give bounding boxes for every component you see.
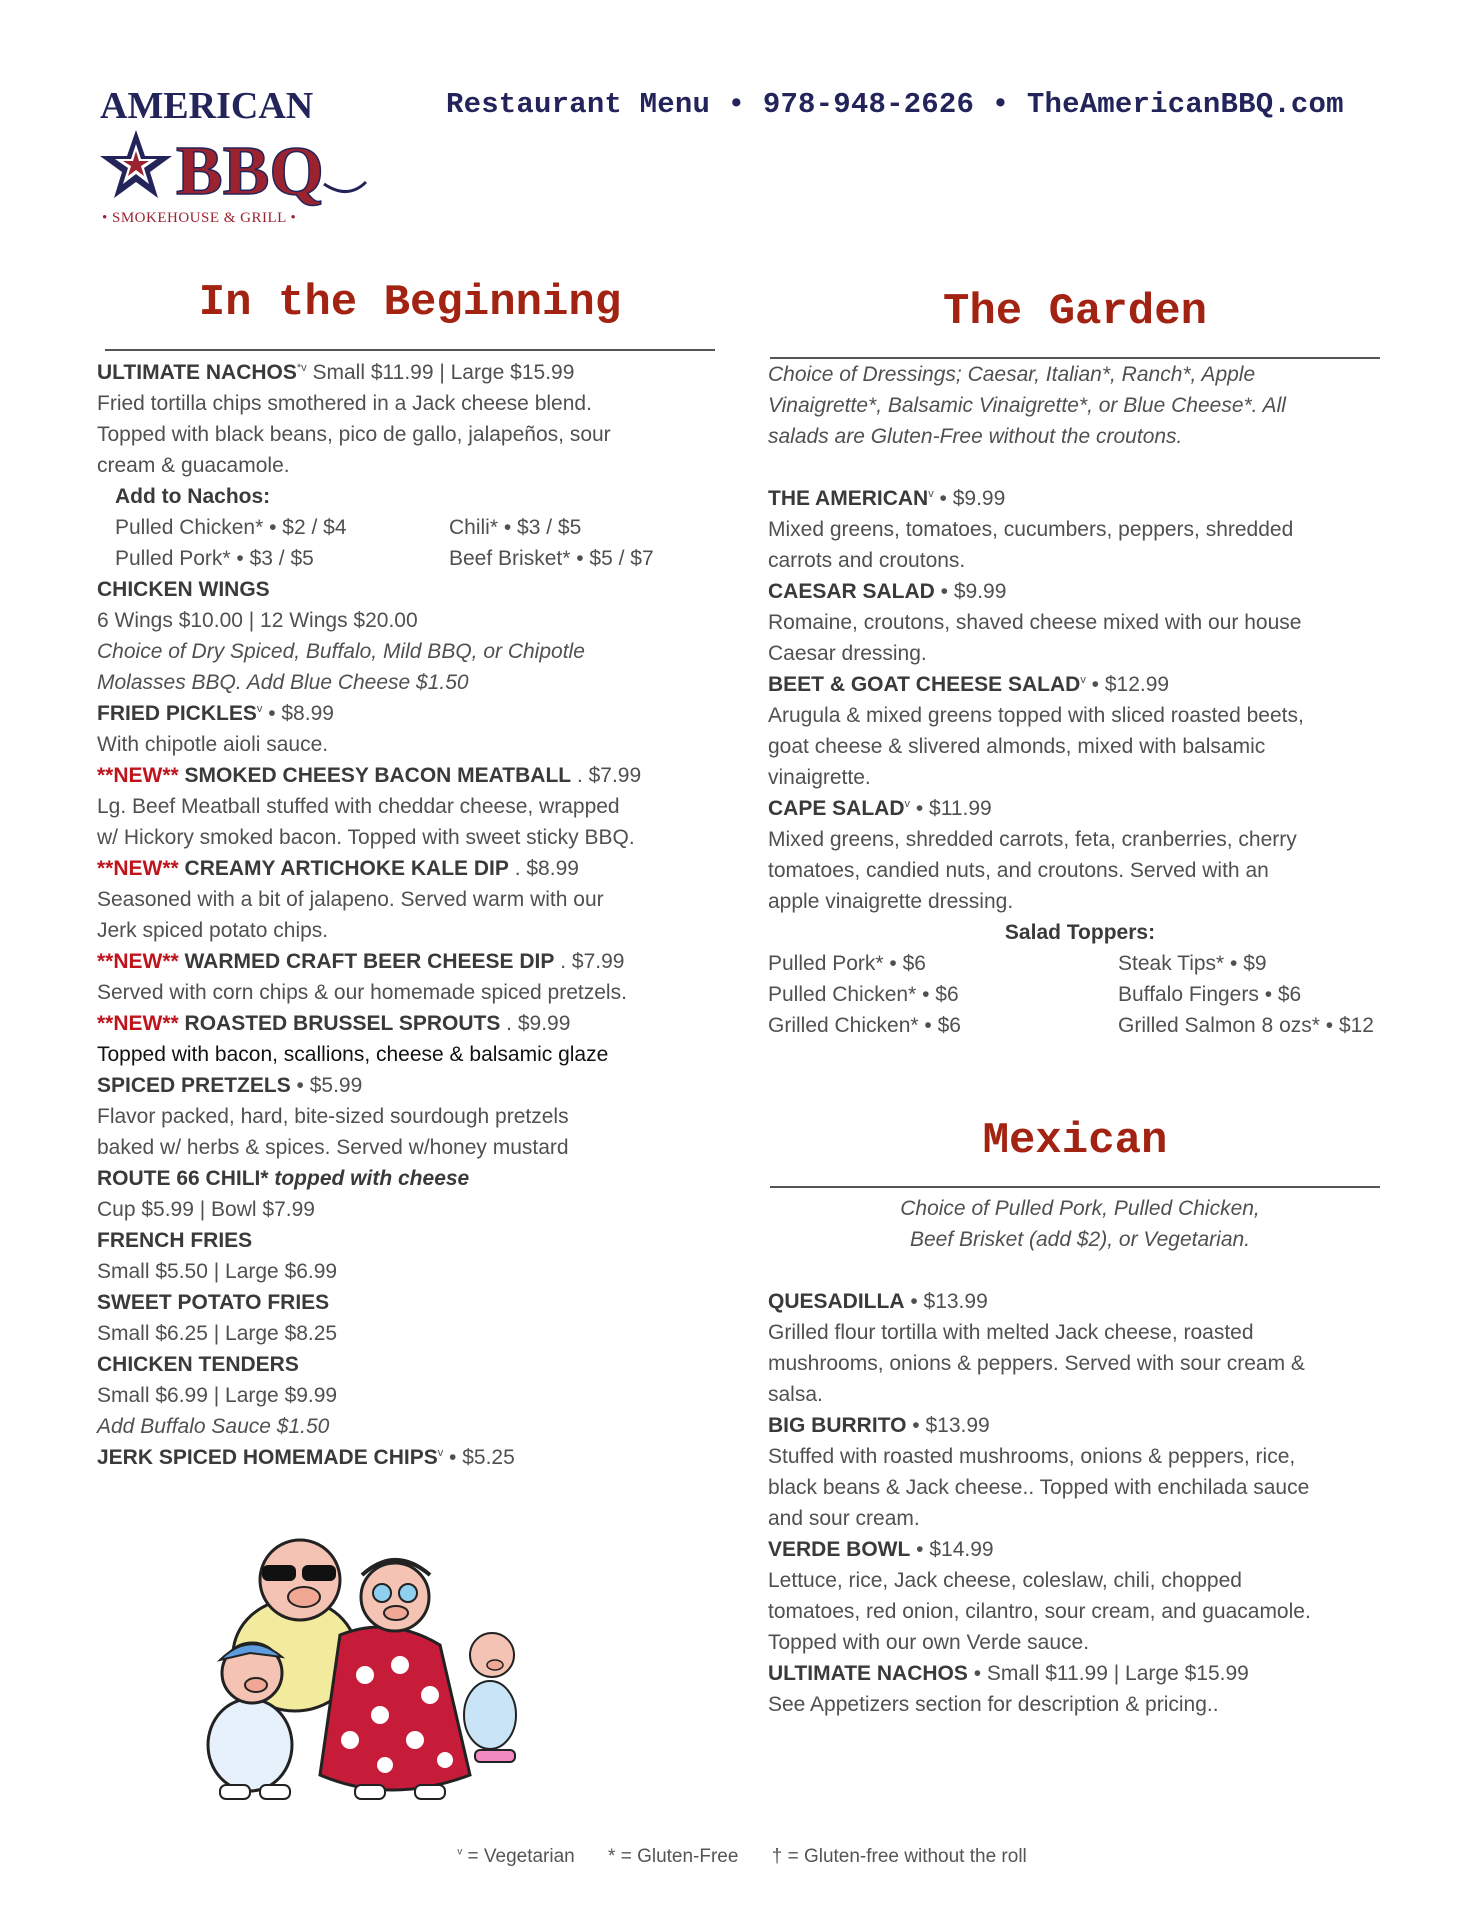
item-description: mushrooms, onions & peppers. Served with sour cream & bbox=[768, 1352, 1305, 1375]
item-description: Add Buffalo Sauce $1.50 bbox=[97, 1415, 330, 1438]
item-description: Topped with black beans, pico de gallo, jalapeños, sour bbox=[97, 423, 611, 446]
item-name: WARMED CRAFT BEER CHEESE DIP bbox=[178, 950, 555, 973]
item-price: Small $6.25 | Large $8.25 bbox=[97, 1322, 338, 1345]
section-title-mexican: Mexican bbox=[982, 1116, 1168, 1166]
item-description: Molasses BBQ. Add Blue Cheese $1.50 bbox=[97, 671, 469, 694]
header-contact-line: Restaurant Menu • 978-948-2626 • TheAmericanBBQ.com bbox=[446, 88, 1344, 121]
item-description: Topped with bacon, scallions, cheese & balsamic glaze bbox=[97, 1043, 609, 1066]
item-description: Fried tortilla chips smothered in a Jack cheese blend. bbox=[97, 392, 592, 415]
item-name: ROASTED BRUSSEL SPROUTS bbox=[178, 1012, 501, 1035]
menu-item bbox=[97, 1070, 737, 1101]
menu-item bbox=[97, 1008, 737, 1039]
item-description: Stuffed with roasted mushrooms, onions & peppers, rice, bbox=[768, 1445, 1296, 1468]
item-description: black beans & Jack cheese.. Topped with enchilada sauce bbox=[768, 1476, 1310, 1499]
restaurant-logo bbox=[98, 84, 378, 234]
dietary-mark: v bbox=[256, 703, 263, 715]
add-ons-grid bbox=[97, 512, 737, 574]
item-name: ULTIMATE NACHOS bbox=[768, 1662, 968, 1685]
item-description: Mixed greens, tomatoes, cucumbers, peppers, shredded bbox=[768, 518, 1294, 541]
legend-veg-text: = Vegetarian bbox=[462, 1846, 575, 1867]
menu-item bbox=[97, 853, 737, 884]
item-description: carrots and croutons. bbox=[768, 549, 966, 572]
item-price: • $14.99 bbox=[910, 1538, 994, 1561]
item-name: CREAMY ARTICHOKE KALE DIP bbox=[178, 857, 509, 880]
item-name: THE AMERICAN bbox=[768, 487, 929, 510]
beginning-column bbox=[97, 357, 737, 1473]
item-description: salsa. bbox=[768, 1383, 823, 1406]
item-description: tomatoes, candied nuts, and croutons. Served with an bbox=[768, 859, 1269, 882]
add-on-item: Beef Brisket* • $5 / $7 bbox=[449, 547, 654, 570]
dressing-note: Vinaigrette*, Balsamic Vinaigrette*, or Blue Cheese*. All bbox=[768, 394, 1286, 417]
item-description: Served with corn chips & our homemade spiced pretzels. bbox=[97, 981, 627, 1004]
dietary-mark: v bbox=[904, 798, 911, 810]
item-description: Seasoned with a bit of jalapeno. Served warm with our bbox=[97, 888, 604, 911]
dietary-mark: v bbox=[437, 1447, 444, 1459]
item-description: Lg. Beef Meatball stuffed with cheddar cheese, wrapped bbox=[97, 795, 620, 818]
item-price: • $13.99 bbox=[906, 1414, 990, 1437]
item-description: Jerk spiced potato chips. bbox=[97, 919, 329, 942]
item-price: Small $5.50 | Large $6.99 bbox=[97, 1260, 338, 1283]
logo-american-text: AMERICAN bbox=[100, 85, 314, 127]
item-name: SPICED PRETZELS bbox=[97, 1074, 291, 1097]
item-description: Romaine, croutons, shaved cheese mixed with our house bbox=[768, 611, 1302, 634]
dressing-note: salads are Gluten-Free without the croutons. bbox=[768, 425, 1183, 448]
item-description: See Appetizers section for description & pricing.. bbox=[768, 1693, 1219, 1716]
item-name: CAESAR SALAD bbox=[768, 580, 935, 603]
dietary-mark: v bbox=[1080, 674, 1086, 686]
item-price: • $5.99 bbox=[290, 1074, 363, 1097]
menu-item bbox=[97, 357, 737, 388]
menu-item bbox=[768, 1286, 1418, 1317]
item-name: JERK SPICED HOMEMADE CHIPS bbox=[97, 1446, 438, 1469]
logo-swoosh bbox=[324, 182, 366, 192]
item-name: FRENCH FRIES bbox=[97, 1229, 253, 1252]
menu-item bbox=[768, 669, 1418, 700]
dressing-note: Choice of Dressings; Caesar, Italian*, Ranch*, Apple bbox=[768, 363, 1256, 386]
item-price: Small $6.99 | Large $9.99 bbox=[97, 1384, 338, 1407]
item-name: FRIED PICKLES bbox=[97, 702, 257, 725]
topper-item: Buffalo Fingers • $6 bbox=[1118, 983, 1302, 1006]
item-description: baked w/ herbs & spices. Served w/honey mustard bbox=[97, 1136, 569, 1159]
item-description: Choice of Dry Spiced, Buffalo, Mild BBQ, or Chipotle bbox=[97, 640, 585, 663]
item-name: BIG BURRITO bbox=[768, 1414, 907, 1437]
dietary-legend bbox=[0, 1846, 1484, 1868]
topper-item: Grilled Chicken* • $6 bbox=[768, 1014, 961, 1037]
item-name: CHICKEN TENDERS bbox=[97, 1353, 299, 1376]
item-price: . $7.99 bbox=[571, 764, 642, 787]
item-description: Grilled flour tortilla with melted Jack cheese, roasted bbox=[768, 1321, 1254, 1344]
protein-note: Choice of Pulled Pork, Pulled Chicken, bbox=[900, 1197, 1260, 1220]
menu-item bbox=[768, 1658, 1418, 1689]
item-name: ULTIMATE NACHOS bbox=[97, 361, 297, 384]
item-name: CHICKEN WINGS bbox=[97, 578, 270, 601]
item-price: • $9.99 bbox=[934, 580, 1007, 603]
item-price: • $9.99 bbox=[933, 487, 1006, 510]
item-extra: topped with cheese bbox=[268, 1167, 470, 1190]
add-to-nachos-heading: Add to Nachos: bbox=[115, 485, 271, 508]
add-on-item: Pulled Chicken* • $2 / $4 bbox=[115, 516, 347, 539]
item-description: apple vinaigrette dressing. bbox=[768, 890, 1014, 913]
item-name: SWEET POTATO FRIES bbox=[97, 1291, 330, 1314]
item-price: . $9.99 bbox=[500, 1012, 571, 1035]
topper-item: Grilled Salmon 8 ozs* • $12 bbox=[1118, 1014, 1374, 1037]
item-price: • $8.99 bbox=[262, 702, 334, 725]
item-name: VERDE BOWL bbox=[768, 1538, 911, 1561]
mexican-column bbox=[768, 1193, 1418, 1720]
salad-toppers-heading: Salad Toppers: bbox=[1004, 921, 1156, 944]
item-description: Caesar dressing. bbox=[768, 642, 927, 665]
new-badge: **NEW** bbox=[97, 1012, 179, 1035]
logo-tagline: • SMOKEHOUSE & GRILL • bbox=[102, 210, 297, 226]
dietary-mark: v bbox=[928, 488, 934, 500]
topper-item: Pulled Chicken* • $6 bbox=[768, 983, 959, 1006]
item-price: • $5.25 bbox=[443, 1446, 515, 1469]
section-divider bbox=[770, 1186, 1380, 1188]
item-price: • $12.99 bbox=[1085, 673, 1170, 696]
item-name: SMOKED CHEESY BACON MEATBALL bbox=[178, 764, 572, 787]
item-description: vinaigrette. bbox=[768, 766, 871, 789]
item-name: CAPE SALAD bbox=[768, 797, 905, 820]
dietary-mark: *v bbox=[296, 362, 307, 374]
item-name: ROUTE 66 CHILI* bbox=[97, 1167, 269, 1190]
item-price: • $13.99 bbox=[904, 1290, 988, 1313]
add-on-item: Chili* • $3 / $5 bbox=[449, 516, 582, 539]
topper-item: Pulled Pork* • $6 bbox=[768, 952, 926, 975]
salad-toppers-grid bbox=[768, 948, 1418, 1041]
new-badge: **NEW** bbox=[97, 764, 179, 787]
item-price: Cup $5.99 | Bowl $7.99 bbox=[97, 1198, 315, 1221]
menu-item bbox=[768, 793, 1418, 824]
menu-item bbox=[97, 946, 737, 977]
item-price: 6 Wings $10.00 | 12 Wings $20.00 bbox=[97, 609, 418, 632]
item-description: cream & guacamole. bbox=[97, 454, 290, 477]
menu-item bbox=[97, 1442, 737, 1473]
item-description: and sour cream. bbox=[768, 1507, 920, 1530]
item-price: • $11.99 bbox=[910, 797, 992, 820]
new-badge: **NEW** bbox=[97, 857, 179, 880]
item-name: QUESADILLA bbox=[768, 1290, 905, 1313]
menu-item bbox=[768, 1534, 1418, 1565]
item-price: . $7.99 bbox=[554, 950, 625, 973]
section-divider bbox=[105, 349, 715, 351]
spacer bbox=[768, 452, 1418, 483]
legend-roll: † = Gluten-free without the roll bbox=[771, 1846, 1027, 1867]
menu-item bbox=[97, 760, 737, 791]
star-icon bbox=[100, 130, 172, 198]
logo-graphic bbox=[98, 84, 378, 234]
section-title-garden: The Garden bbox=[942, 287, 1208, 337]
pig-family-illustration bbox=[190, 1535, 540, 1815]
menu-item bbox=[768, 1410, 1418, 1441]
item-description: Flavor packed, hard, bite-sized sourdough pretzels bbox=[97, 1105, 569, 1128]
protein-note: Beef Brisket (add $2), or Vegetarian. bbox=[909, 1228, 1251, 1251]
legend-vegetarian bbox=[457, 1846, 575, 1867]
spacer bbox=[768, 1255, 1418, 1286]
item-description: With chipotle aioli sauce. bbox=[97, 733, 329, 756]
add-on-item: Pulled Pork* • $3 / $5 bbox=[115, 547, 314, 570]
item-description: Topped with our own Verde sauce. bbox=[768, 1631, 1090, 1654]
item-description: Arugula & mixed greens topped with sliced roasted beets, bbox=[768, 704, 1304, 727]
item-price: Small $11.99 | Large $15.99 bbox=[306, 361, 575, 384]
menu-item bbox=[768, 576, 1418, 607]
item-description: w/ Hickory smoked bacon. Topped with sweet sticky BBQ. bbox=[97, 826, 635, 849]
menu-item bbox=[768, 483, 1418, 514]
legend-gluten-free: * = Gluten-Free bbox=[608, 1846, 739, 1867]
item-description: tomatoes, red onion, cilantro, sour cream, and guacamole. bbox=[768, 1600, 1311, 1623]
item-price: . $8.99 bbox=[508, 857, 579, 880]
menu-item bbox=[97, 1163, 737, 1194]
item-price: • Small $11.99 | Large $15.99 bbox=[967, 1662, 1249, 1685]
new-badge: **NEW** bbox=[97, 950, 179, 973]
item-description: Mixed greens, shredded carrots, feta, cranberries, cherry bbox=[768, 828, 1297, 851]
item-description: Lettuce, rice, Jack cheese, coleslaw, chili, chopped bbox=[768, 1569, 1242, 1592]
topper-item: Steak Tips* • $9 bbox=[1118, 952, 1267, 975]
item-name: BEET & GOAT CHEESE SALAD bbox=[768, 673, 1081, 696]
section-title-beginning: In the Beginning bbox=[198, 278, 622, 328]
pig-family-icon bbox=[190, 1535, 540, 1815]
logo-bbq-text: BBQ bbox=[176, 133, 324, 210]
item-description: goat cheese & slivered almonds, mixed with balsamic bbox=[768, 735, 1266, 758]
menu-item bbox=[97, 698, 737, 729]
garden-column bbox=[768, 359, 1418, 1041]
legend-veg-mark: v bbox=[457, 1846, 463, 1858]
